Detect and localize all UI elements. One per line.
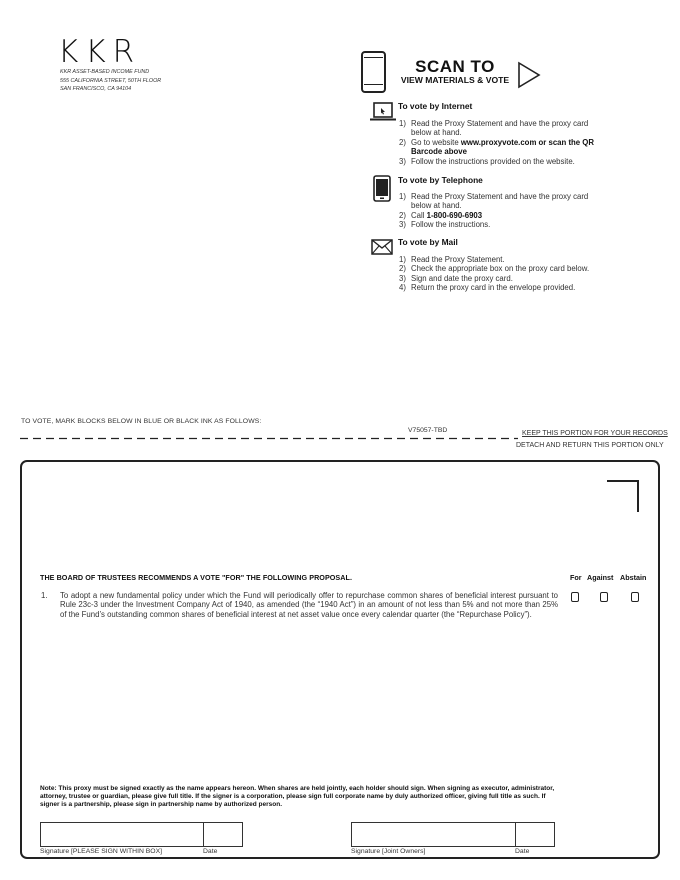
column-against: Against [587, 573, 614, 582]
step-number: 1) [399, 255, 406, 264]
column-for: For [570, 573, 582, 582]
against-checkbox[interactable] [600, 592, 608, 602]
step-number: 4) [399, 283, 406, 293]
column-abstain: Abstain [620, 573, 647, 582]
scan-subtitle: VIEW MATERIALS & VOTE [400, 75, 510, 85]
address-line: KKR ASSET-BASED INCOME FUND [60, 69, 150, 75]
list-item [399, 119, 609, 138]
play-arrow-icon [517, 61, 541, 89]
internet-heading: To vote by Internet [398, 101, 473, 111]
address-line: 555 CALIFORNIA STREET, 50TH FLOOR [60, 77, 162, 84]
proposal-text: To adopt a new fundamental policy under which the Fund will periodically offer to repurchase common shares of beneficial interest pursuant to Rule 23c-3 under the Investment Company Act of 1940, as amended (the “1940 Act”) in an amount of not less than 5% and not more than 25% of the Fund’s outstanding common shares of beneficial interest at net asset value once every calendar quarter (the “Repurchase Policy”). [60, 591, 558, 619]
step-number: 3) [399, 273, 406, 283]
joint-date-label: Date [515, 848, 530, 855]
list-item [399, 211, 609, 220]
step-text-prefix: Call [411, 210, 427, 220]
step-text: Return the proxy card in the envelope provided. [411, 283, 576, 293]
proposal-number: 1. [41, 591, 48, 600]
list-item [399, 192, 609, 211]
joint-date-box[interactable] [515, 822, 555, 847]
address-line: SAN FRANCISCO, CA 94104 [60, 86, 132, 92]
list-item [399, 264, 609, 273]
step-number: 2) [399, 264, 406, 274]
step-text: Read the Proxy Statement and have the proxy card below at hand. [411, 119, 589, 138]
step-text: Sign and date the proxy card. [411, 273, 513, 283]
step-number: 1) [399, 119, 406, 128]
fund-address [60, 68, 161, 94]
abstain-checkbox[interactable] [631, 592, 639, 602]
control-code: V75057-TBD [408, 427, 448, 434]
date-label: Date [203, 848, 218, 855]
step-number: 1) [399, 192, 406, 201]
detach-dashed-line [20, 437, 518, 440]
phone-icon [373, 175, 391, 202]
telephone-steps [399, 192, 609, 230]
telephone-heading: To vote by Telephone [398, 175, 483, 185]
signature-box[interactable] [40, 822, 204, 847]
step-text [411, 211, 482, 220]
list-item [399, 138, 609, 157]
smartphone-icon [361, 51, 386, 93]
ink-instruction: TO VOTE, MARK BLOCKS BELOW IN BLUE OR BLACK INK AS FOLLOWS: [21, 418, 262, 425]
step-number: 2) [399, 210, 406, 220]
mail-heading: To vote by Mail [398, 237, 458, 247]
step-number: 3) [399, 156, 406, 166]
for-checkbox[interactable] [571, 592, 579, 602]
step-text: Follow the instructions provided on the website. [411, 156, 575, 166]
corner-mark [607, 480, 639, 512]
step-text-prefix: Go to website [411, 137, 461, 147]
list-item [399, 157, 609, 166]
phone-number: 1-800-690-6903 [426, 210, 483, 220]
scan-title: SCAN TO [415, 57, 495, 76]
date-box[interactable] [203, 822, 243, 847]
keep-records-label: KEEP THIS PORTION FOR YOUR RECORDS [522, 430, 668, 437]
step-number: 2) [399, 137, 406, 147]
step-text: Check the appropriate box on the proxy card below. [411, 264, 590, 274]
signing-note: Note: This proxy must be signed exactly as the name appears hereon. When shares are held jointly, each holder should sign. When signing as executor, administrator, attorney, trustee or guardian, please give full title. If the signer is a corporation, please sign full corporate name by duly authorized officer, giving full title as such. If signer is a partnership, please sign in partnership name by authorized person. [40, 785, 555, 808]
laptop-icon [370, 102, 396, 122]
signature-label: Signature [PLEASE SIGN WITHIN BOX] [40, 848, 163, 855]
joint-signature-label: Signature [Joint Owners] [351, 848, 426, 855]
website-link: www.proxyvote.com or scan the QR Barcode above [411, 137, 594, 157]
step-text: Read the Proxy Statement. [411, 255, 505, 264]
joint-signature-box[interactable] [351, 822, 516, 847]
step-text: Follow the instructions. [411, 220, 491, 230]
list-item [399, 283, 609, 292]
envelope-icon [371, 239, 393, 255]
list-item [399, 274, 609, 283]
mail-steps [399, 255, 609, 293]
step-number: 3) [399, 220, 406, 230]
detach-return-label: DETACH AND RETURN THIS PORTION ONLY [516, 442, 664, 449]
list-item [399, 255, 609, 264]
board-recommendation: THE BOARD OF TRUSTEES RECOMMENDS A VOTE "FOR" THE FOLLOWING PROPOSAL. [40, 573, 353, 582]
internet-steps [399, 119, 609, 166]
kkr-logo: KKR [58, 34, 142, 70]
step-text: Read the Proxy Statement and have the proxy card below at hand. [411, 192, 589, 211]
step-text [411, 138, 609, 157]
list-item [399, 220, 609, 229]
